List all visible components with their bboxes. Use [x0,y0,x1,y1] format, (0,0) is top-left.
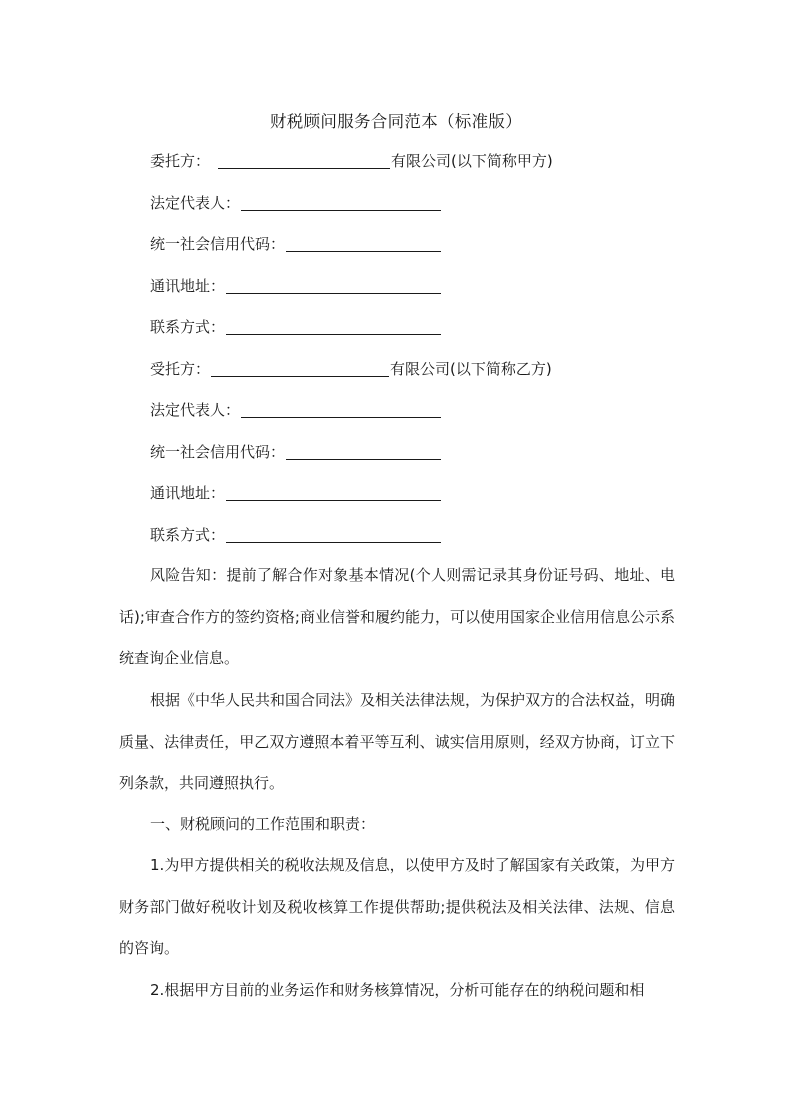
section-1-heading: 一、财税顾问的工作范围和职责： [150,815,376,833]
party-b-rep-label: 法定代表人： [150,401,241,419]
party-b-suffix: 有限公司(以下简称乙方) [390,360,552,378]
party-a-credit-line [150,233,442,254]
document-title: 财税顾问服务合同范本（标准版） [270,112,522,131]
party-a-credit-label: 统一社会信用代码： [150,235,286,253]
party-b-rep-blank [241,403,441,418]
party-a-name-blank [218,154,390,169]
party-b-credit-label: 统一社会信用代码： [150,443,286,461]
party-b-contact-label: 联系方式： [150,526,226,544]
party-b-contact-blank [226,528,441,543]
party-b-rep-line [150,399,442,420]
party-a-contact-line [150,316,442,337]
party-a-label: 委托方： [150,152,211,170]
party-b-line [150,358,552,379]
party-a-addr-blank [226,279,441,294]
party-a-rep-line [150,192,442,213]
risk-notice-paragraph: 风险告知：提前了解合作对象基本情况(个人则需记录其身份证号码、地址、电话);审查合作方的签约资格;商业信誉和履约能力，可以使用国家企业信用信息公示系统查询企业信息。 [119,566,675,667]
party-a-credit-blank [286,237,441,252]
party-a-rep-blank [241,196,441,211]
party-b-credit-line [150,441,442,462]
party-b-label: 受托方： [150,360,211,378]
party-a-addr-line [150,275,442,296]
party-b-contact-line [150,524,442,545]
party-a-suffix: 有限公司(以下简称甲方) [391,152,553,170]
clause-1-paragraph: 1.为甲方提供相关的税收法规及信息，以使甲方及时了解国家有关政策，为甲方财务部门做好税收计划及税收核算工作提供帮助;提供税法及相关法律、法规、信息的咨询。 [119,856,675,957]
party-a-line [150,150,553,171]
party-a-contact-label: 联系方式： [150,318,226,336]
party-a-addr-label: 通讯地址： [150,277,226,295]
party-a-rep-label: 法定代表人： [150,194,241,212]
party-b-name-blank [211,362,389,377]
party-b-addr-blank [226,486,441,501]
party-a-contact-blank [226,320,441,335]
party-b-credit-blank [286,445,441,460]
legal-basis-paragraph: 根据《中华人民共和国合同法》及相关法律法规，为保护双方的合法权益，明确质量、法律责任，甲乙双方遵照本着平等互利、诚实信用原则，经双方协商，订立下列条款，共同遵照执行。 [119,691,676,792]
clause-2-paragraph: 2.根据甲方目前的业务运作和财务核算情况，分析可能存在的纳税问题和相 [150,981,645,999]
party-b-addr-label: 通讯地址： [150,484,226,502]
party-b-addr-line [150,482,442,503]
